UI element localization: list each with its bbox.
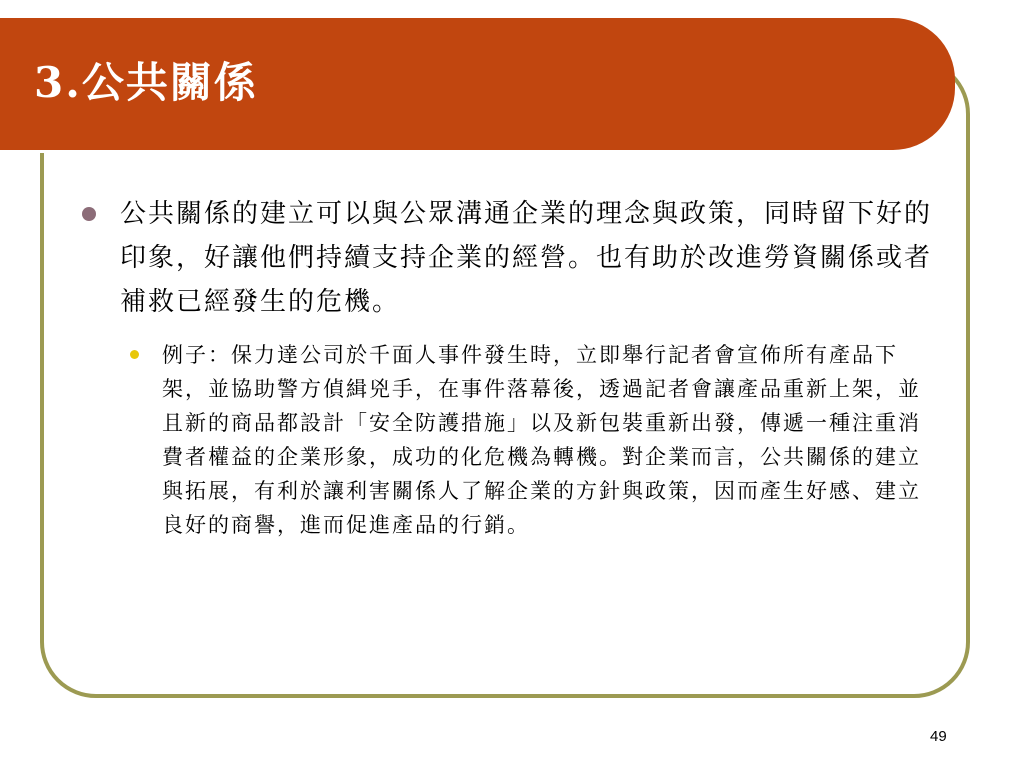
title-underline bbox=[0, 150, 906, 153]
slide-content bbox=[78, 192, 940, 542]
bullet-text: 公共關係的建立可以與公眾溝通企業的理念與政策，同時留下好的印象，好讓他們持續支持企業的經營。也有助於改進勞資關係或者補救已經發生的危機。 bbox=[120, 199, 933, 317]
title-bar bbox=[0, 18, 955, 150]
sub-bullet-dot-icon bbox=[130, 350, 139, 359]
sub-bullet-item bbox=[128, 338, 940, 542]
bullet-item bbox=[78, 192, 940, 324]
bullet-dot-icon bbox=[82, 207, 96, 221]
page-number: 49 bbox=[930, 728, 947, 745]
sub-bullet-text: 例子：保力達公司於千面人事件發生時，立即舉行記者會宣佈所有產品下架，並協助警方偵緝兇手，在事件落幕後，透過記者會讓產品重新上架，並且新的商品都設計「安全防護措施」以及新包裝重新出發，傳遞一種注重消費者權益的企業形象，成功的化危機為轉機。對企業而言，公共關係的建立與拓展，有利於讓利害關係人了解企業的方針與政策，因而產生好感、建立良好的商譽，進而促進產品的行銷。 bbox=[162, 343, 921, 537]
slide-title: 3.公共關係 bbox=[34, 58, 258, 107]
